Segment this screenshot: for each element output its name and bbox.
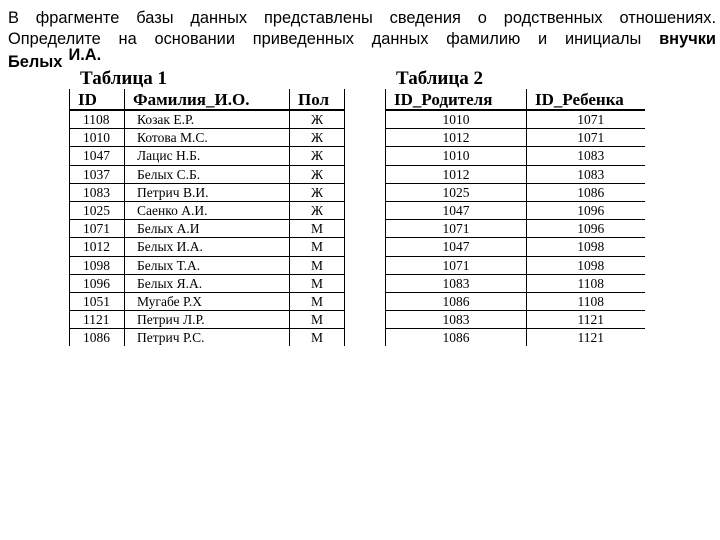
column-header-parent-id: ID_Родителя <box>386 89 527 110</box>
cell-parent-id: 1025 <box>386 183 527 201</box>
cell-sex: Ж <box>290 110 345 129</box>
table-row <box>386 311 645 329</box>
table-row <box>386 292 645 310</box>
column-header-sex: Пол <box>290 89 345 110</box>
cell-name: Белых А.И <box>125 220 290 238</box>
column-header-child-id: ID_Ребенка <box>527 89 645 110</box>
cell-id: 1086 <box>70 329 125 347</box>
cell-id: 1083 <box>70 183 125 201</box>
cell-sex: М <box>290 274 345 292</box>
cell-child-id: 1096 <box>527 220 645 238</box>
cell-parent-id: 1083 <box>386 274 527 292</box>
cell-name: Мугабе Р.Х <box>125 292 290 310</box>
cell-child-id: 1108 <box>527 292 645 310</box>
cell-child-id: 1083 <box>527 147 645 165</box>
cell-parent-id: 1086 <box>386 292 527 310</box>
table-row <box>70 147 345 165</box>
cell-id: 1025 <box>70 201 125 219</box>
table-row <box>386 220 645 238</box>
cell-parent-id: 1012 <box>386 129 527 147</box>
question-keyword: внучки <box>659 30 716 48</box>
cell-child-id: 1083 <box>527 165 645 183</box>
cell-sex: М <box>290 220 345 238</box>
cell-sex: Ж <box>290 147 345 165</box>
table-2-title: Таблица 2 <box>396 68 484 89</box>
table-row <box>386 256 645 274</box>
relations-table-header <box>386 89 645 110</box>
people-table-header <box>70 89 345 110</box>
cell-id: 1012 <box>70 238 125 256</box>
cell-child-id: 1071 <box>527 129 645 147</box>
cell-child-id: 1108 <box>527 274 645 292</box>
table-row <box>70 274 345 292</box>
table-row <box>386 201 645 219</box>
question-line-2 <box>8 29 716 50</box>
cell-child-id: 1098 <box>527 238 645 256</box>
table-row <box>386 110 645 129</box>
cell-name: Белых И.А. <box>125 238 290 256</box>
cell-sex: М <box>290 329 345 347</box>
cell-sex: Ж <box>290 129 345 147</box>
cell-child-id: 1096 <box>527 201 645 219</box>
table-row <box>386 183 645 201</box>
cell-name: Котова М.С. <box>125 129 290 147</box>
cell-id: 1010 <box>70 129 125 147</box>
table-row <box>70 183 345 201</box>
cell-name: Петрич В.И. <box>125 183 290 201</box>
table-row <box>70 129 345 147</box>
cell-sex: М <box>290 256 345 274</box>
question-text <box>8 8 716 71</box>
cell-child-id: 1086 <box>527 183 645 201</box>
people-table <box>69 89 345 346</box>
cell-parent-id: 1012 <box>386 165 527 183</box>
cell-child-id: 1098 <box>527 256 645 274</box>
cell-sex: М <box>290 292 345 310</box>
table-row <box>386 129 645 147</box>
cell-sex: Ж <box>290 165 345 183</box>
table-row <box>70 220 345 238</box>
table-1-title: Таблица 1 <box>80 68 168 89</box>
column-header-name: Фамилия_И.О. <box>125 89 290 110</box>
table-row <box>386 147 645 165</box>
cell-parent-id: 1010 <box>386 110 527 129</box>
table-row <box>70 110 345 129</box>
cell-child-id: 1121 <box>527 311 645 329</box>
cell-name: Петрич Р.С. <box>125 329 290 347</box>
cell-name: Саенко А.И. <box>125 201 290 219</box>
column-header-id: ID <box>70 89 125 110</box>
table-row <box>386 238 645 256</box>
cell-sex: М <box>290 311 345 329</box>
cell-name: Козак Е.Р. <box>125 110 290 129</box>
table-row <box>70 238 345 256</box>
cell-id: 1096 <box>70 274 125 292</box>
cell-name: Белых С.Б. <box>125 165 290 183</box>
cell-parent-id: 1010 <box>386 147 527 165</box>
cell-id: 1037 <box>70 165 125 183</box>
table-row <box>70 256 345 274</box>
cell-name: Белых Я.А. <box>125 274 290 292</box>
cell-sex: М <box>290 238 345 256</box>
question-line-3-initials: И.А. <box>68 46 102 64</box>
cell-name: Петрич Л.Р. <box>125 311 290 329</box>
cell-child-id: 1071 <box>527 110 645 129</box>
cell-name: Лацис Н.Б. <box>125 147 290 165</box>
table-row <box>386 165 645 183</box>
relations-table <box>385 89 645 346</box>
question-line-2-prefix: Определите на основании приведенных данных фамилию и инициалы <box>8 30 642 48</box>
question-line-1: В фрагменте базы данных представлены сведения о родственных отношениях. <box>8 9 716 27</box>
cell-parent-id: 1071 <box>386 220 527 238</box>
table-row <box>70 329 345 347</box>
cell-parent-id: 1083 <box>386 311 527 329</box>
table-row <box>70 311 345 329</box>
cell-child-id: 1121 <box>527 329 645 347</box>
cell-sex: Ж <box>290 201 345 219</box>
question-line-3-surname: Белых <box>8 53 63 71</box>
cell-id: 1108 <box>70 110 125 129</box>
table-row <box>386 329 645 347</box>
cell-sex: Ж <box>290 183 345 201</box>
cell-id: 1121 <box>70 311 125 329</box>
table-row <box>70 201 345 219</box>
cell-id: 1051 <box>70 292 125 310</box>
table-row <box>70 165 345 183</box>
cell-parent-id: 1086 <box>386 329 527 347</box>
cell-id: 1071 <box>70 220 125 238</box>
table-row <box>386 274 645 292</box>
cell-parent-id: 1047 <box>386 201 527 219</box>
cell-parent-id: 1047 <box>386 238 527 256</box>
cell-id: 1047 <box>70 147 125 165</box>
cell-name: Белых Т.А. <box>125 256 290 274</box>
table-row <box>70 292 345 310</box>
cell-parent-id: 1071 <box>386 256 527 274</box>
cell-id: 1098 <box>70 256 125 274</box>
